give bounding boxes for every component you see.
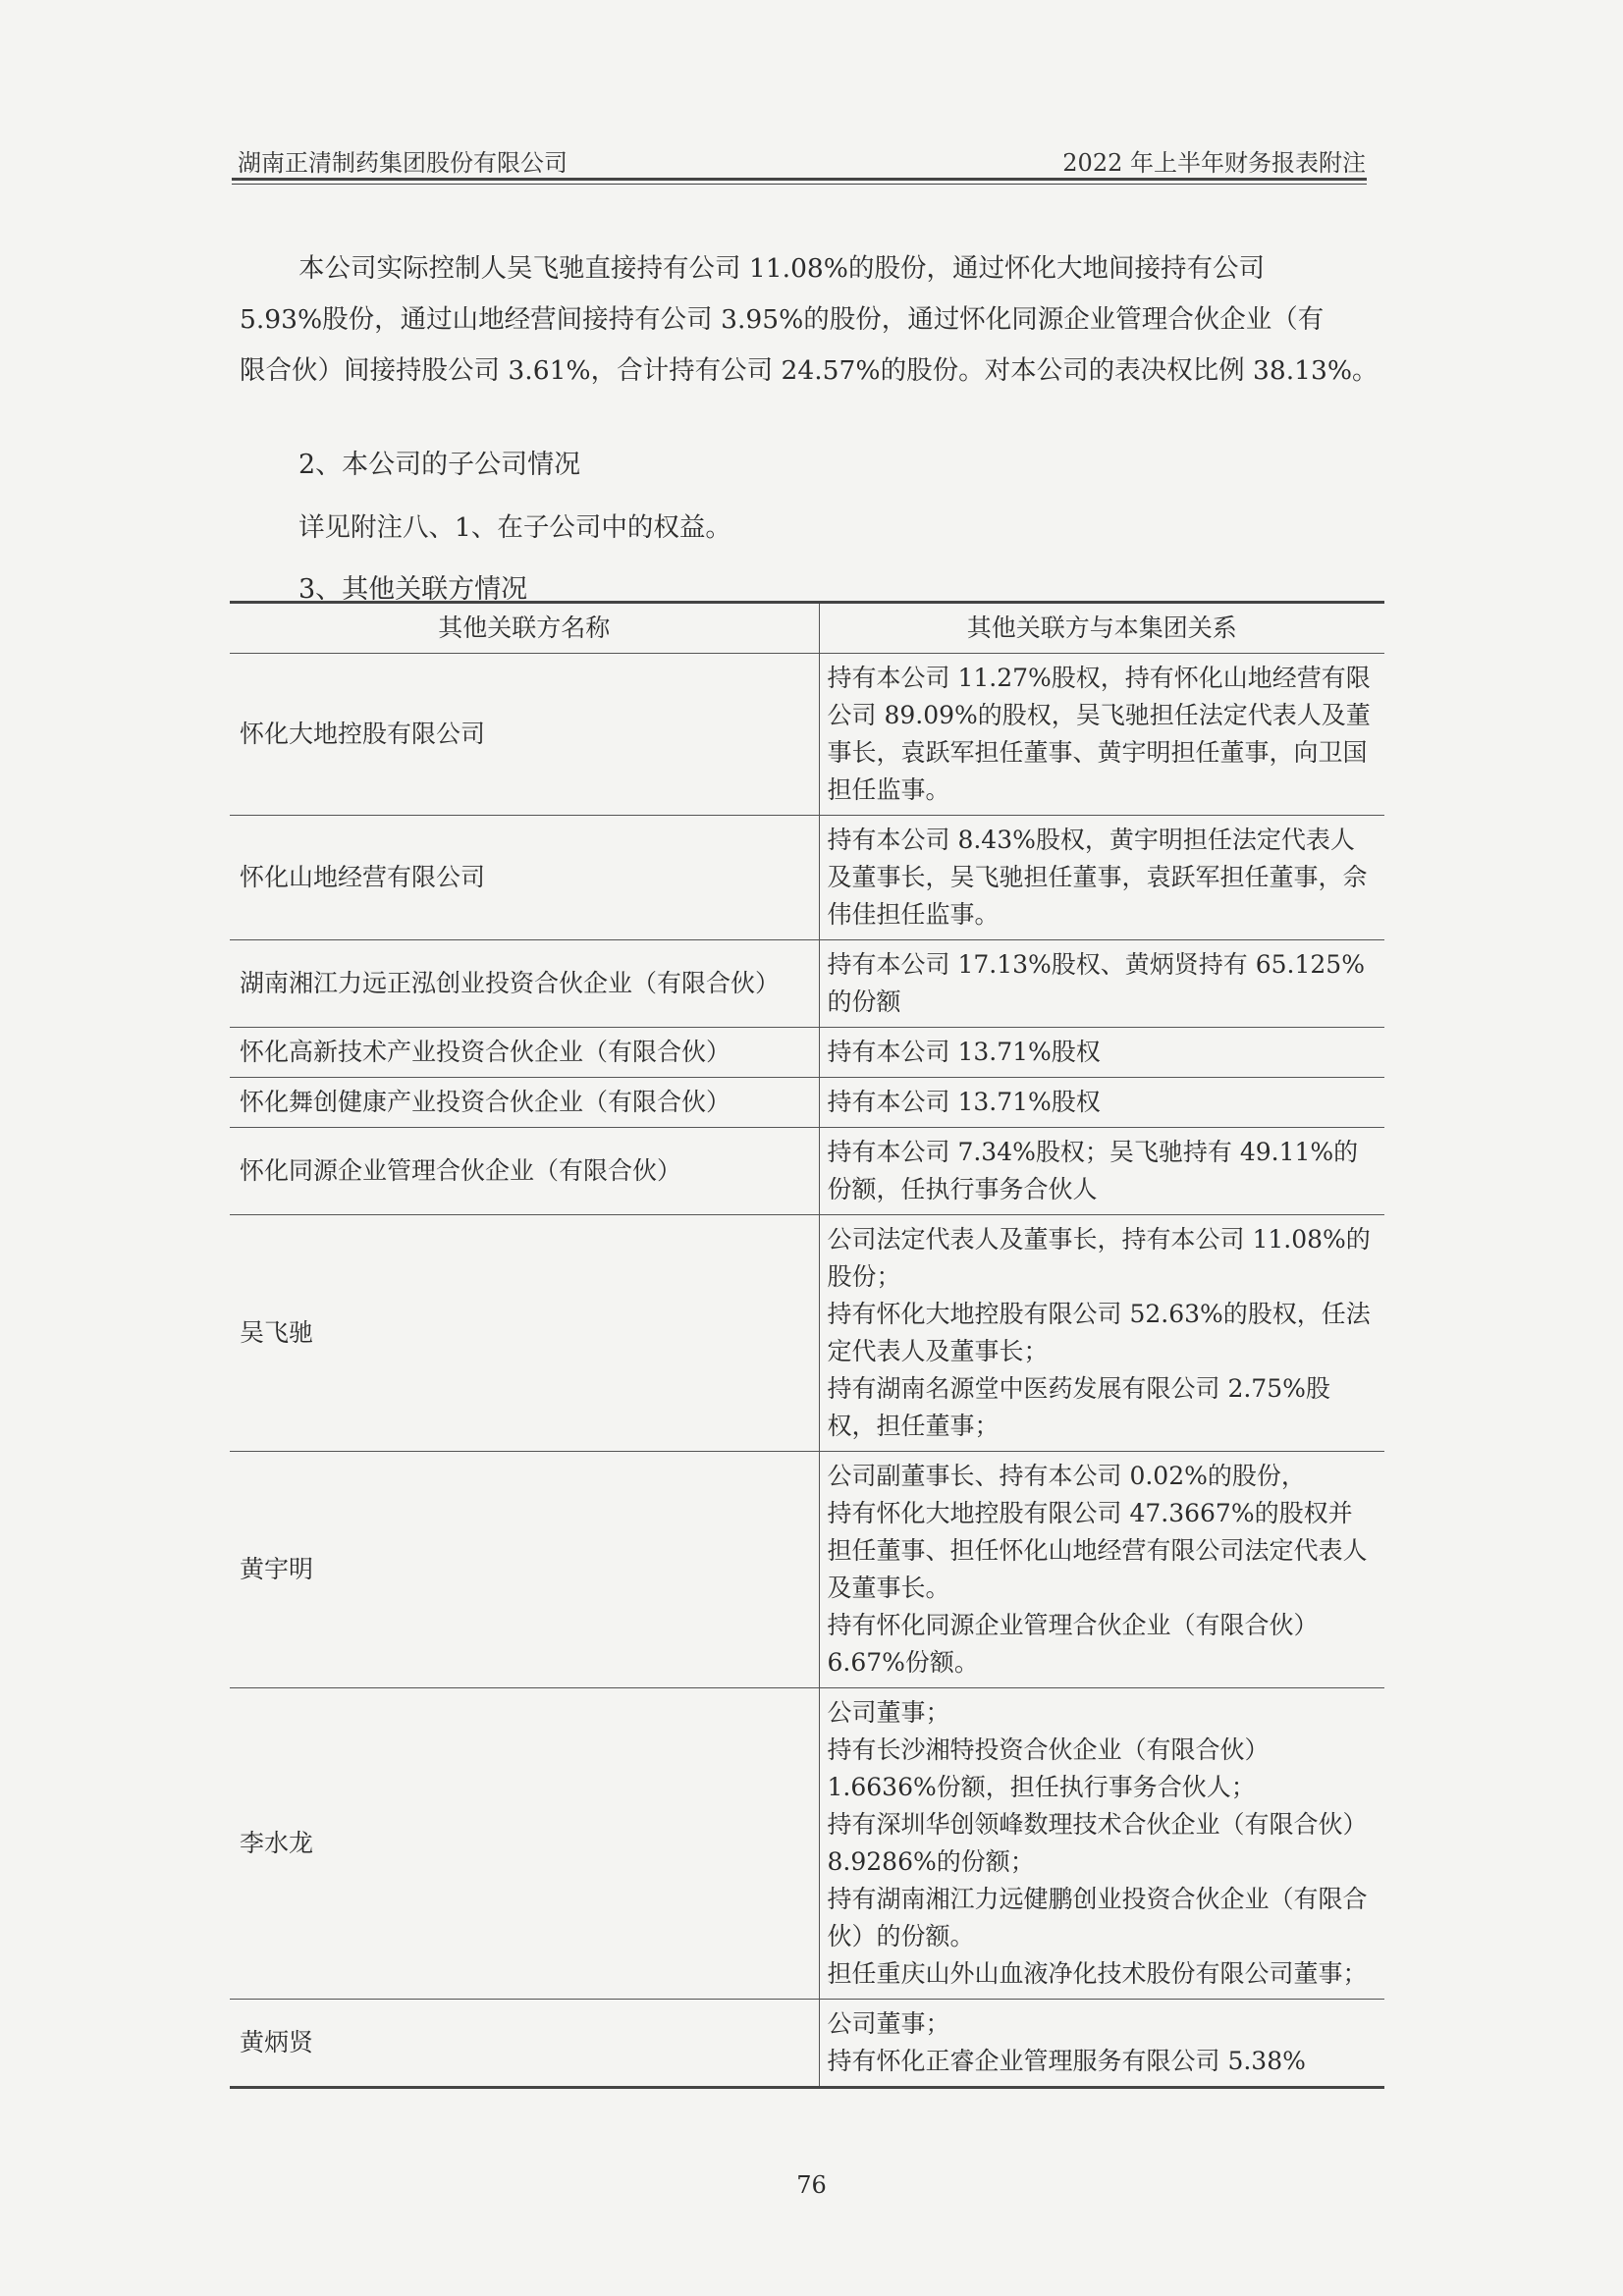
relation-text: 公司法定代表人及董事长，持有本公司 11.08%的股份； — [827, 1225, 1371, 1291]
table-row — [230, 816, 1384, 940]
party-relation — [819, 816, 1384, 940]
relation-text: 持有本公司 7.34%股权；吴飞驰持有 49.11%的份额，任执行事务合伙人 — [827, 1138, 1359, 1203]
party-name: 怀化高新技术产业投资合伙企业（有限合伙） — [230, 1028, 819, 1078]
relation-text: 担任重庆山外山血液净化技术股份有限公司董事； — [827, 1959, 1368, 1988]
party-name: 怀化大地控股有限公司 — [230, 654, 819, 816]
relation-text: 公司董事； — [827, 1698, 950, 1727]
party-relation — [819, 1028, 1384, 1078]
relation-text: 持有本公司 8.43%股权，黄宇明担任法定代表人及董事长，吴飞驰担任董事，袁跃军担任董事，佘伟佳担任监事。 — [827, 826, 1368, 929]
party-relation — [819, 940, 1384, 1028]
relation-text: 持有怀化正睿企业管理服务有限公司 5.38% — [827, 2047, 1306, 2075]
relation-text: 持有湖南名源堂中医药发展有限公司 2.75%股权，担任董事； — [827, 1374, 1330, 1440]
table-header-row — [230, 603, 1384, 654]
table-row — [230, 1028, 1384, 1078]
relation-text: 持有怀化大地控股有限公司 47.3667%的股权并担任董事、担任怀化山地经营有限公司法定代表人及董事长。 — [827, 1499, 1368, 1602]
intro-line-3: 限合伙）间接持股公司 3.61%，合计持有公司 24.57%的股份。对本公司的表决权比例 38.13%。 — [240, 355, 1379, 386]
header-company: 湖南正清制药集团股份有限公司 — [238, 149, 568, 177]
relation-text: 公司董事； — [827, 2009, 950, 2038]
party-relation — [819, 1128, 1384, 1215]
related-parties-table — [230, 601, 1384, 2089]
intro-paragraph — [240, 243, 1379, 397]
page-number: 76 — [796, 2171, 827, 2199]
table-row — [230, 654, 1384, 816]
party-name: 黄炳贤 — [230, 2000, 819, 2088]
relation-text: 持有怀化大地控股有限公司 52.63%的股权，任法定代表人及董事长； — [827, 1300, 1371, 1365]
relation-text: 公司副董事长、持有本公司 0.02%的股份， — [827, 1462, 1306, 1490]
intro-line-1: 本公司实际控制人吴飞驰直接持有公司 11.08%的股份，通过怀化大地间接持有公司 — [298, 253, 1265, 284]
relation-text: 持有长沙湘特投资合伙企业（有限合伙）1.6636%份额，担任执行事务合伙人； — [827, 1735, 1270, 1801]
table-row — [230, 2000, 1384, 2088]
party-relation — [819, 1215, 1384, 1452]
party-name: 吴飞驰 — [230, 1215, 819, 1452]
table-row — [230, 1128, 1384, 1215]
party-name: 怀化山地经营有限公司 — [230, 816, 819, 940]
table-row — [230, 1078, 1384, 1128]
table-row — [230, 940, 1384, 1028]
table-row — [230, 1215, 1384, 1452]
party-relation — [819, 1078, 1384, 1128]
party-name: 怀化舞创健康产业投资合伙企业（有限合伙） — [230, 1078, 819, 1128]
table-row — [230, 1688, 1384, 2000]
section-2-note: 详见附注八、1、在子公司中的权益。 — [298, 512, 731, 543]
party-relation — [819, 2000, 1384, 2088]
party-relation — [819, 654, 1384, 816]
relation-text: 持有怀化同源企业管理合伙企业（有限合伙）6.67%份额。 — [827, 1611, 1319, 1677]
section-2-heading: 2、本公司的子公司情况 — [298, 450, 581, 480]
header-rule — [232, 178, 1367, 181]
party-name: 湖南湘江力远正泓创业投资合伙企业（有限合伙） — [230, 940, 819, 1028]
relation-text: 持有本公司 17.13%股权、黄炳贤持有 65.125%的份额 — [827, 950, 1365, 1016]
header-rule-thin — [232, 184, 1367, 185]
table-row — [230, 1452, 1384, 1688]
relation-text: 持有本公司 11.27%股权，持有怀化山地经营有限公司 89.09%的股权，吴飞驰担任法定代表人及董事长，袁跃军担任董事、黄宇明担任董事，向卫国担任监事。 — [827, 664, 1371, 804]
relation-text: 持有湖南湘江力远健鹏创业投资合伙企业（有限合伙）的份额。 — [827, 1885, 1368, 1950]
party-relation — [819, 1452, 1384, 1688]
relation-text: 持有深圳华创领峰数理技术合伙企业（有限合伙）8.9286%的份额； — [827, 1810, 1368, 1876]
party-name: 李水龙 — [230, 1688, 819, 2000]
party-name: 黄宇明 — [230, 1452, 819, 1688]
intro-line-2: 5.93%股份，通过山地经营间接持有公司 3.95%的股份，通过怀化同源企业管理合伙企业（有 — [240, 304, 1325, 335]
header-report-title: 2022 年上半年财务报表附注 — [1062, 149, 1366, 177]
party-relation — [819, 1688, 1384, 2000]
party-name: 怀化同源企业管理合伙企业（有限合伙） — [230, 1128, 819, 1215]
relation-text: 持有本公司 13.71%股权 — [827, 1088, 1101, 1116]
header-party-name: 其他关联方名称 — [230, 603, 819, 654]
section-3-heading: 3、其他关联方情况 — [298, 574, 528, 605]
relation-text: 持有本公司 13.71%股权 — [827, 1038, 1101, 1066]
header-relationship: 其他关联方与本集团关系 — [819, 603, 1384, 654]
